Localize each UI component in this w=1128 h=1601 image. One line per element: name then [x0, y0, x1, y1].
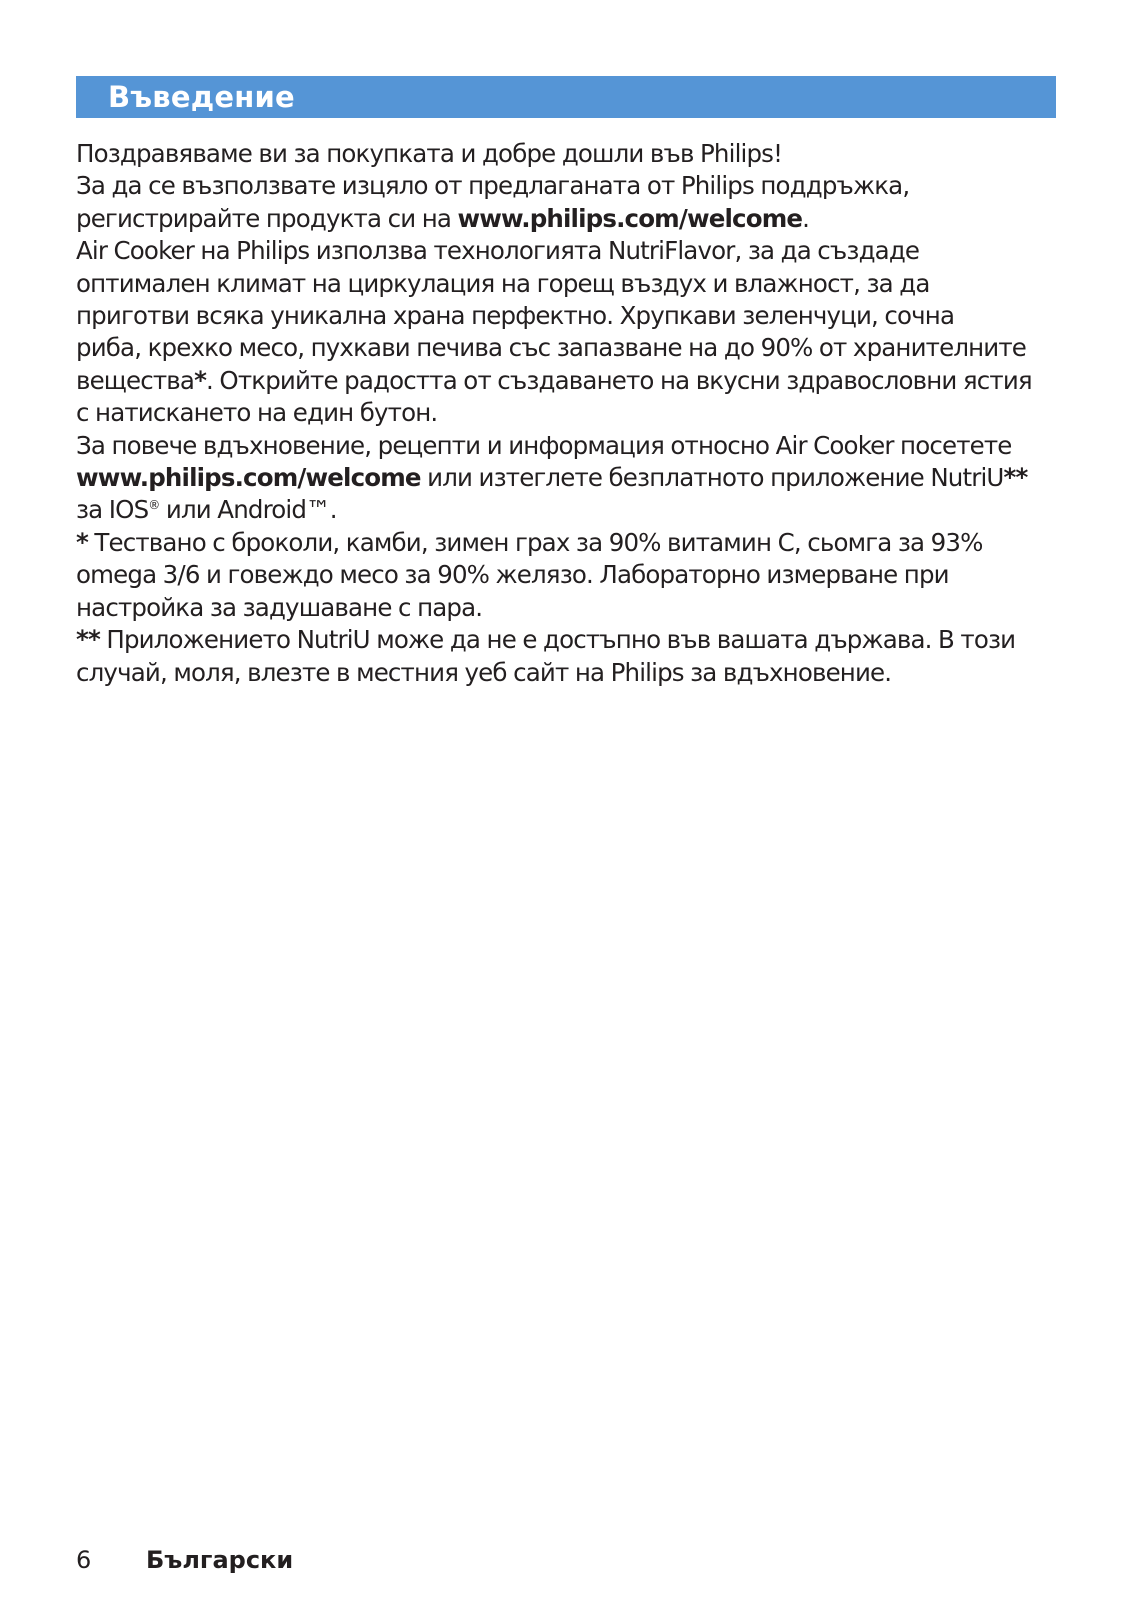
- registered-mark: ®: [148, 498, 160, 513]
- footnote-2: ** Приложението NutriU може да не е достъпно във вашата държава. В този: [76, 625, 1016, 655]
- page-footer: [76, 1545, 293, 1575]
- text-line: с натискането на един бутон.: [76, 398, 438, 428]
- section-header: [76, 76, 1056, 118]
- text-line: оптимален климат на циркулация на горещ въздух и влажност, за да: [76, 268, 930, 298]
- welcome-link[interactable]: www.philips.com/welcome: [457, 203, 803, 233]
- section-title: Въведение: [108, 80, 295, 114]
- text-line: настройка за задушаване с пара.: [76, 592, 483, 622]
- text-line: За повече вдъхновение, рецепти и информация относно Air Cooker посетете: [76, 430, 1012, 460]
- page-number: 6: [76, 1546, 92, 1574]
- text-line: за IOS® или Android™.: [76, 495, 337, 525]
- text-line: omega 3/6 и говеждо месо за 90% желязо. Лабораторно измерване при: [76, 560, 949, 590]
- text-line: риба, крехко месо, пухкави печива със запазване на до 90% от хранителните: [76, 333, 1027, 363]
- text-line: вещества*. Открийте радостта от създаването на вкусни здравословни ястия: [76, 365, 1032, 395]
- text-line: регистрирайте продукта си на www.philips.com/welcome.: [76, 203, 810, 233]
- footnote-marker: **: [76, 625, 100, 655]
- text-line: приготви всяка уникална храна перфектно. Хрупкави зеленчуци, сочна: [76, 301, 955, 331]
- language-label: Български: [146, 1546, 294, 1574]
- welcome-link[interactable]: www.philips.com/welcome: [76, 463, 421, 493]
- text-line: случай, моля, влезте в местния уеб сайт на Philips за вдъхновение.: [76, 657, 892, 687]
- footnote-marker: *: [76, 527, 88, 557]
- text-line: www.philips.com/welcome или изтеглете безплатното приложение NutriU**: [76, 463, 1028, 493]
- text-line: Air Cooker на Philips използва технологията NutriFlavor, за да създаде: [76, 236, 920, 266]
- footnote-marker: *: [194, 365, 207, 395]
- footnote-marker: **: [1003, 463, 1028, 493]
- text-line: За да се възползвате изцяло от предлаганата от Philips поддръжка,: [76, 171, 910, 201]
- text-line: Поздравяваме ви за покупката и добре дошли във Philips!: [76, 139, 783, 168]
- footnote-1: * Тествано с броколи, камби, зимен грах за 90% витамин С, сьомга за 93%: [76, 527, 983, 557]
- introduction-text: [76, 138, 1066, 689]
